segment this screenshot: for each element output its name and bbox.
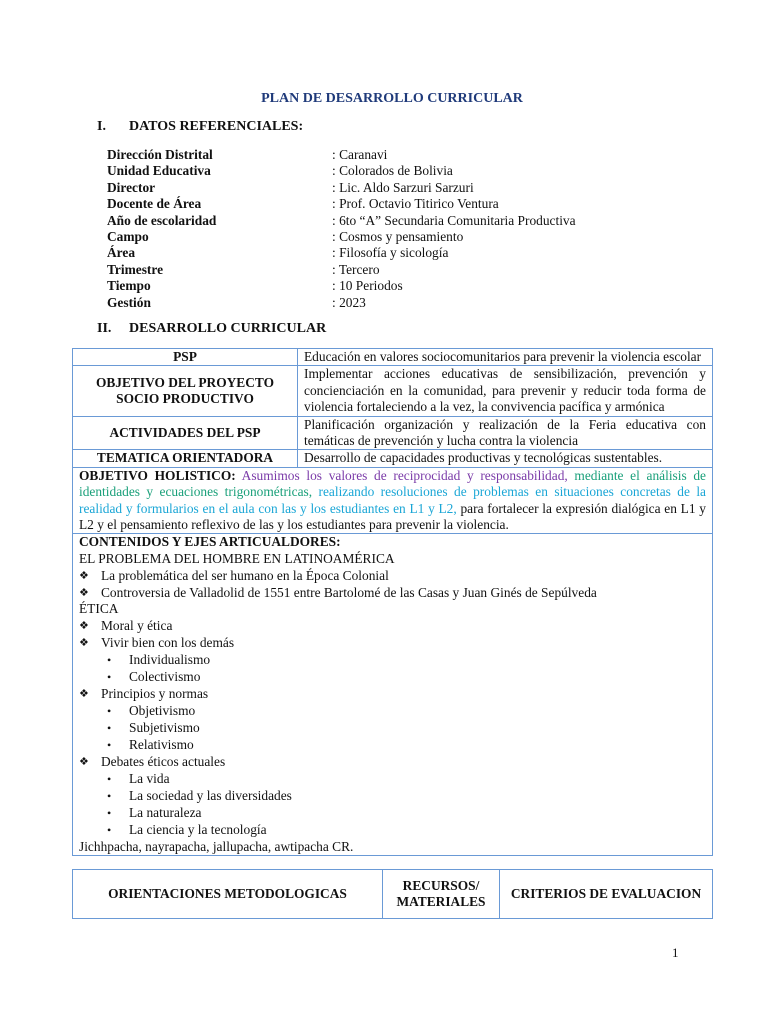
curriculum-table xyxy=(72,348,713,856)
sub-list-item xyxy=(79,669,706,686)
bullet-icon: • xyxy=(107,805,112,820)
table-row xyxy=(73,534,713,856)
list-item-text: La ciencia y la tecnología xyxy=(129,821,267,837)
diamond-bullet-icon: ❖ xyxy=(79,636,89,649)
table-row xyxy=(73,870,713,919)
objetivo-psp-label: OBJETIVO DEL PROYECTO SOCIO PRODUCTIVO xyxy=(73,366,298,416)
list-item xyxy=(79,635,706,652)
ref-row xyxy=(107,245,667,261)
methodology-header-table xyxy=(72,869,713,919)
list-item-text: Subjetivismo xyxy=(129,719,200,735)
ref-row xyxy=(107,163,667,179)
ref-row xyxy=(107,180,667,196)
actividades-label: ACTIVIDADES DEL PSP xyxy=(73,416,298,450)
list-item-text: Colectivismo xyxy=(129,668,201,684)
ref-label: Dirección Distrital xyxy=(107,147,213,162)
contenido-tema: EL PROBLEMA DEL HOMBRE EN LATINOAMÉRICA xyxy=(79,550,395,566)
list-item-text: Moral y ética xyxy=(101,617,173,633)
section-title: DATOS REFERENCIALES: xyxy=(129,119,304,134)
sub-list-item xyxy=(79,805,706,822)
table-row xyxy=(73,366,713,416)
ref-value: : Caranavi xyxy=(332,147,388,162)
ref-value: : Tercero xyxy=(332,261,380,277)
psp-value: Educación en valores sociocomunitarios para prevenir la violencia escolar xyxy=(298,349,713,366)
bullet-icon: • xyxy=(107,720,112,735)
sub-list-item xyxy=(79,822,706,839)
bullet-icon: • xyxy=(107,703,112,718)
holistico-hacer: realizando resoluciones de problemas en situaciones concretas de la realidad y formularios en el aula con las y los estudiantes en L1 y L2, xyxy=(79,484,706,516)
list-item-text: La naturaleza xyxy=(129,804,202,820)
ref-value: : Lic. Aldo Sarzuri Sarzuri xyxy=(332,179,474,195)
ref-row xyxy=(107,213,667,229)
contenido-tema: ÉTICA xyxy=(79,601,119,617)
list-item-text: La problemática del ser humano en la Época Colonial xyxy=(101,567,389,583)
section-title: DESARROLLO CURRICULAR xyxy=(129,321,327,336)
holistico-decidir: para fortalecer la expresión dialógica en L1 y L2 y el pensamiento reflexivo de las y los estudiantes para prevenir la violencia. xyxy=(79,500,706,533)
recursos-header: RECURSOS/ MATERIALES xyxy=(383,870,500,919)
page-number: 1 xyxy=(672,945,679,960)
ref-value: : 10 Periodos xyxy=(332,278,403,294)
diamond-bullet-icon: ❖ xyxy=(79,755,89,768)
list-item-text: La sociedad y las diversidades xyxy=(129,787,292,803)
ref-label: Tiempo xyxy=(107,278,151,294)
bullet-icon: • xyxy=(107,771,112,786)
bullet-icon: • xyxy=(107,788,112,803)
ref-label: Gestión xyxy=(107,294,151,310)
list-item-text: Objetivismo xyxy=(129,702,196,718)
ref-row xyxy=(107,229,667,245)
holistico-ser: Asumimos los valores de reciprocidad y responsabilidad, xyxy=(235,467,568,483)
actividades-value: Planificación organización y realización de la Feria educativa con temáticas de prevención y lucha contra la violencia xyxy=(298,416,713,450)
list-item-text: Individualismo xyxy=(129,651,211,667)
sub-list-item xyxy=(79,720,706,737)
objetivo-holistico-cell xyxy=(73,467,713,534)
ref-row xyxy=(107,295,667,311)
list-item-text: La vida xyxy=(129,770,170,786)
ref-label: Director xyxy=(107,179,156,195)
objetivo-holistico-label: OBJETIVO HOLISTICO: xyxy=(79,467,236,483)
criterios-header: CRITERIOS DE EVALUACION xyxy=(500,870,713,919)
section-number: I. xyxy=(97,119,106,134)
ref-label: Campo xyxy=(107,228,149,244)
list-item xyxy=(79,754,706,771)
ref-value: : Colorados de Bolivia xyxy=(332,163,453,179)
bullet-icon: • xyxy=(107,652,112,667)
list-item xyxy=(79,567,706,584)
list-item xyxy=(79,686,706,703)
ref-label: Área xyxy=(107,245,136,261)
ref-row xyxy=(107,278,667,294)
holistico-saber: mediante el análisis de identidades y ecuaciones trigonométricas, xyxy=(79,467,707,500)
orientaciones-header: ORIENTACIONES METODOLOGICAS xyxy=(73,870,383,919)
ref-value: : Filosofía y sicología xyxy=(332,245,449,261)
ref-value: : 2023 xyxy=(332,294,366,310)
referential-data-list xyxy=(107,147,667,311)
ref-label: Docente de Área xyxy=(107,196,202,212)
sub-list-item xyxy=(79,771,706,788)
list-item-text: Debates éticos actuales xyxy=(101,753,226,769)
diamond-bullet-icon: ❖ xyxy=(79,619,89,632)
ref-row xyxy=(107,196,667,212)
psp-label: PSP xyxy=(73,349,298,366)
ref-label: Trimestre xyxy=(107,261,164,277)
sub-list-item xyxy=(79,652,706,669)
list-item xyxy=(79,584,706,601)
ref-label: Unidad Educativa xyxy=(107,163,211,179)
contenidos-closing: Jichhpacha, nayrapacha, jallupacha, awtipacha CR. xyxy=(79,838,354,854)
list-item-text: Controversia de Valladolid de 1551 entre Bartolomé de las Casas y Juan Ginés de Sepúlveda xyxy=(101,584,597,600)
list-item xyxy=(79,618,706,635)
ref-value: : Prof. Octavio Titirico Ventura xyxy=(332,196,499,212)
table-row xyxy=(73,416,713,450)
diamond-bullet-icon: ❖ xyxy=(79,569,89,582)
ref-row xyxy=(107,262,667,278)
section-heading-desarrollo xyxy=(97,321,326,337)
diamond-bullet-icon: ❖ xyxy=(79,687,89,700)
bullet-icon: • xyxy=(107,737,112,752)
ref-label: Año de escolaridad xyxy=(107,212,217,228)
list-item-text: Principios y normas xyxy=(101,685,209,701)
table-row xyxy=(73,450,713,467)
diamond-bullet-icon: ❖ xyxy=(79,586,89,599)
sub-list-item xyxy=(79,703,706,720)
table-row xyxy=(73,467,713,534)
sub-list-item xyxy=(79,788,706,805)
ref-value: : Cosmos y pensamiento xyxy=(332,228,464,244)
contenidos-cell xyxy=(73,534,713,856)
bullet-icon: • xyxy=(107,669,112,684)
ref-value: : 6to “A” Secundaria Comunitaria Productiva xyxy=(332,212,576,228)
ref-row xyxy=(107,147,667,163)
tematica-value: Desarrollo de capacidades productivas y tecnológicas sustentables. xyxy=(298,450,713,467)
contenidos-heading: CONTENIDOS Y EJES ARTICUALDORES: xyxy=(79,534,341,550)
section-number: II. xyxy=(97,321,112,336)
list-item-text: Relativismo xyxy=(129,736,194,752)
sub-list-item xyxy=(79,737,706,754)
bullet-icon: • xyxy=(107,822,112,837)
list-item-text: Vivir bien con los demás xyxy=(101,634,235,650)
section-heading-datos xyxy=(97,119,303,135)
objetivo-psp-value: Implementar acciones educativas de sensibilización, prevención y concienciación en la comunidad, para prevenir y reducir toda forma de violencia fortaleciendo a la vez, la convivencia pacífica y armónica xyxy=(298,366,713,416)
tematica-label: TEMATICA ORIENTADORA xyxy=(73,450,298,467)
page-title: PLAN DE DESARROLLO CURRICULAR xyxy=(261,91,523,106)
table-row xyxy=(73,349,713,366)
